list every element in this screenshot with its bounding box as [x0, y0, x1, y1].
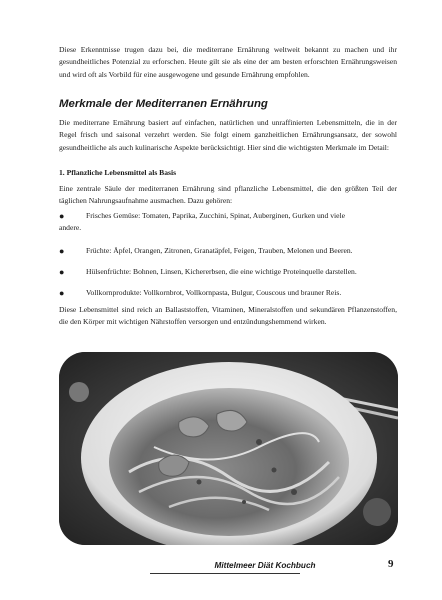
- list-item: [59, 266, 397, 278]
- list-item-text: Vollkornprodukte: Vollkornbrot, Vollkornpasta, Bulgur, Couscous und brauner Reis.: [86, 288, 342, 297]
- subsection-heading: 1. Pflanzliche Lebensmittel als Basis: [59, 168, 177, 177]
- closing-paragraph: Diese Lebensmittel sind reich an Ballaststoffen, Vitaminen, Mineralstoffen und sekundären Pflanzenstoffen, die den Körper mit wichtigen Nährstoffen versorgen und entzündungshemmend wirken.: [59, 305, 397, 327]
- list-item: [59, 210, 397, 235]
- list-item: [59, 245, 397, 257]
- section-heading: Merkmale der Mediterranen Ernährung: [59, 98, 268, 110]
- list-item-text: Frisches Gemüse: Tomaten, Paprika, Zucchini, Spinat, Auberginen, Gurken und viele: [86, 211, 346, 220]
- bullet-icon: ●: [59, 288, 65, 298]
- bullet-icon: ●: [59, 267, 65, 277]
- page-number: 9: [388, 558, 394, 570]
- shrimp-noodle-bowl-image: [59, 352, 398, 545]
- food-photo: [59, 352, 398, 545]
- list-item-text-continued: andere.: [59, 223, 82, 233]
- list-item: [59, 287, 397, 299]
- footer-rule: [150, 573, 300, 574]
- bullet-icon: ●: [59, 211, 65, 221]
- intro-paragraph: Diese Erkenntnisse trugen dazu bei, die mediterrane Ernährung weltweit bekannt zu machen und ihr gesundheitliches Potenzial zu erforschen. Heute gilt sie als eine der am besten erforschten Ernährungsweisen und wird oft als Vorbild für eine ausgewogene und gesunde Ernährung empfohlen.: [59, 45, 397, 79]
- subsection-paragraph: Eine zentrale Säule der mediterranen Ernährung sind pflanzliche Lebensmittel, die den größten Teil der täglichen Nahrungsaufnahme ausmachen. Dazu gehören:: [59, 184, 397, 206]
- footer-title: Mittelmeer Diät Kochbuch: [214, 561, 316, 570]
- list-item-text: Hülsenfrüchte: Bohnen, Linsen, Kichererbsen, die eine wichtige Proteinquelle darstellen.: [86, 267, 357, 276]
- section-paragraph: Die mediterrane Ernährung basiert auf einfachen, natürlichen und unraffinierten Lebensmitteln, die in der Regel frisch und saisonal verzehrt werden. Sie folgt einem ganzheitlichen Ernährungsansatz, der sowohl gesundheitliche als auch kulinarische Aspekte berücksichtigt. Hier sind die wichtigsten Merkmale im Detail:: [59, 118, 397, 152]
- bullet-icon: ●: [59, 246, 65, 256]
- list-item-text: Früchte: Äpfel, Orangen, Zitronen, Granatäpfel, Feigen, Trauben, Melonen und Beeren.: [86, 246, 353, 255]
